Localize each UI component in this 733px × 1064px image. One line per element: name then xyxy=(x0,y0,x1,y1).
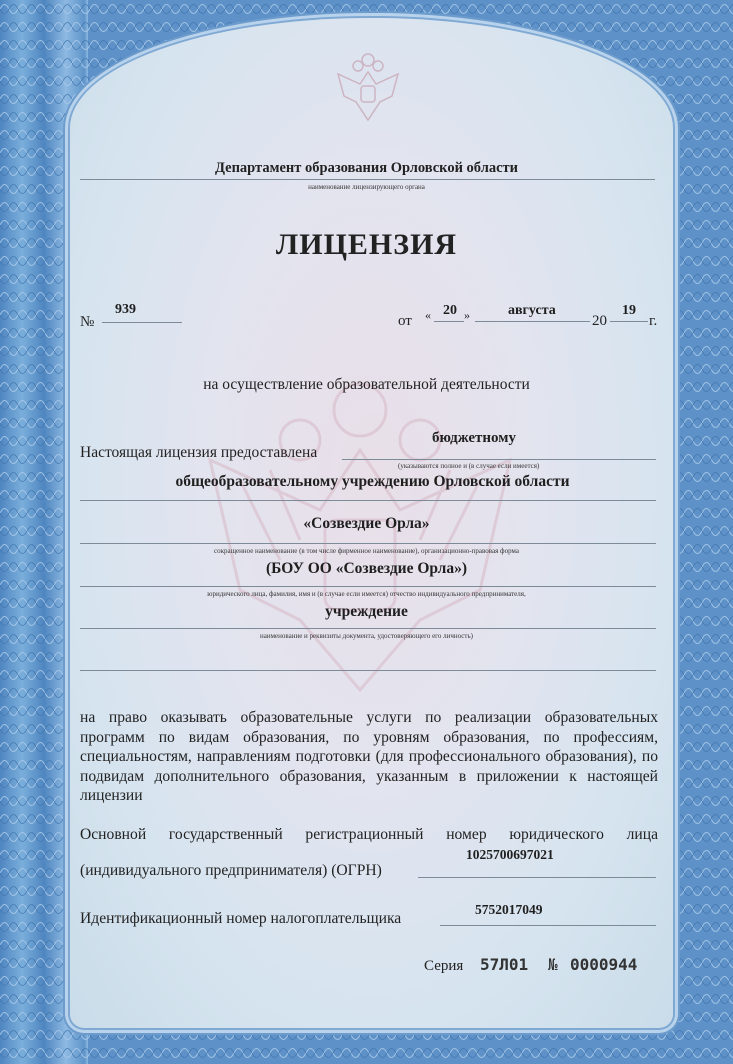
org-underline-3 xyxy=(80,543,656,544)
org-name-line-1: бюджетному xyxy=(432,430,516,446)
org-underline-4 xyxy=(80,586,656,587)
inn-value: 5752017049 xyxy=(475,902,543,917)
number-underline xyxy=(102,322,182,323)
license-number: 939 xyxy=(115,302,136,317)
caption-legal-entity: юридического лица, фамилия, имя и (в случае если имеется) отчество индивидуального предпринимателя, xyxy=(207,590,526,598)
emblem-icon xyxy=(330,44,406,124)
ogrn-label-line-1: Основной государственный регистрационный номер юридического лица xyxy=(80,826,658,843)
date-year-prefix: 20 xyxy=(592,313,607,329)
series-label: Серия xyxy=(424,958,464,974)
year-underline xyxy=(610,321,648,322)
ogrn-label-line-2: (индивидуального предпринимателя) (ОГРН) xyxy=(80,862,382,879)
date-day-close: » xyxy=(464,308,470,322)
org-underline-2 xyxy=(80,500,656,501)
series-code: 57Л01 xyxy=(480,955,529,974)
org-name-line-4: (БОУ ОО «Созвездие Орла») xyxy=(265,560,468,577)
serial-label: № xyxy=(548,955,558,974)
granted-label: Настоящая лицензия предоставлена xyxy=(80,444,318,461)
document-title: ЛИЦЕНЗИЯ xyxy=(275,228,458,261)
org-underline-5 xyxy=(80,628,656,629)
serial-number: 0000944 xyxy=(570,955,638,974)
inn-label: Идентификационный номер налогоплательщика xyxy=(80,910,402,927)
ogrn-value: 1025700697021 xyxy=(466,847,554,862)
rights-paragraph: на право оказывать образовательные услуги по реализации образовательных программ по видам образования, по уровням образования, по профессиям, специальностям, направлениям подготовки (для профессионального образования), по подвидам дополнительного образования, указанным в приложении к настоящей лицензии xyxy=(80,709,658,805)
caption-identity-document: наименование и реквизиты документа, удостоверяющего его личность) xyxy=(260,632,473,640)
date-suffix: г. xyxy=(649,313,658,329)
date-day: 20 xyxy=(443,303,457,318)
caption-short-name: сокращенное наименование (в том числе фирменное наименование), организационно-правовая форма xyxy=(214,547,519,555)
org-underline-6 xyxy=(80,670,656,671)
number-label: № xyxy=(80,314,95,330)
date-month: августа xyxy=(508,303,556,318)
org-underline-1 xyxy=(342,459,656,460)
date-prefix: от xyxy=(398,313,412,329)
inn-underline xyxy=(440,925,656,926)
caption-full-name: (указываются полное и (в случае если имеется) xyxy=(398,462,540,470)
org-name-line-3: «Созвездие Орла» xyxy=(303,515,430,532)
issuer-name: Департамент образования Орловской области xyxy=(214,160,518,176)
license-purpose: на осуществление образовательной деятельности xyxy=(203,376,530,393)
issuer-caption: наименование лицензирующего органа xyxy=(308,183,425,191)
org-name-line-5: учреждение xyxy=(325,603,408,620)
issuer-underline xyxy=(80,179,655,180)
date-day-open: « xyxy=(425,308,431,322)
ogrn-underline xyxy=(418,877,656,878)
org-name-line-2: общеобразовательному учреждению Орловской области xyxy=(175,473,570,490)
date-year: 19 xyxy=(622,303,636,318)
month-underline xyxy=(475,321,590,322)
day-underline xyxy=(434,321,464,322)
